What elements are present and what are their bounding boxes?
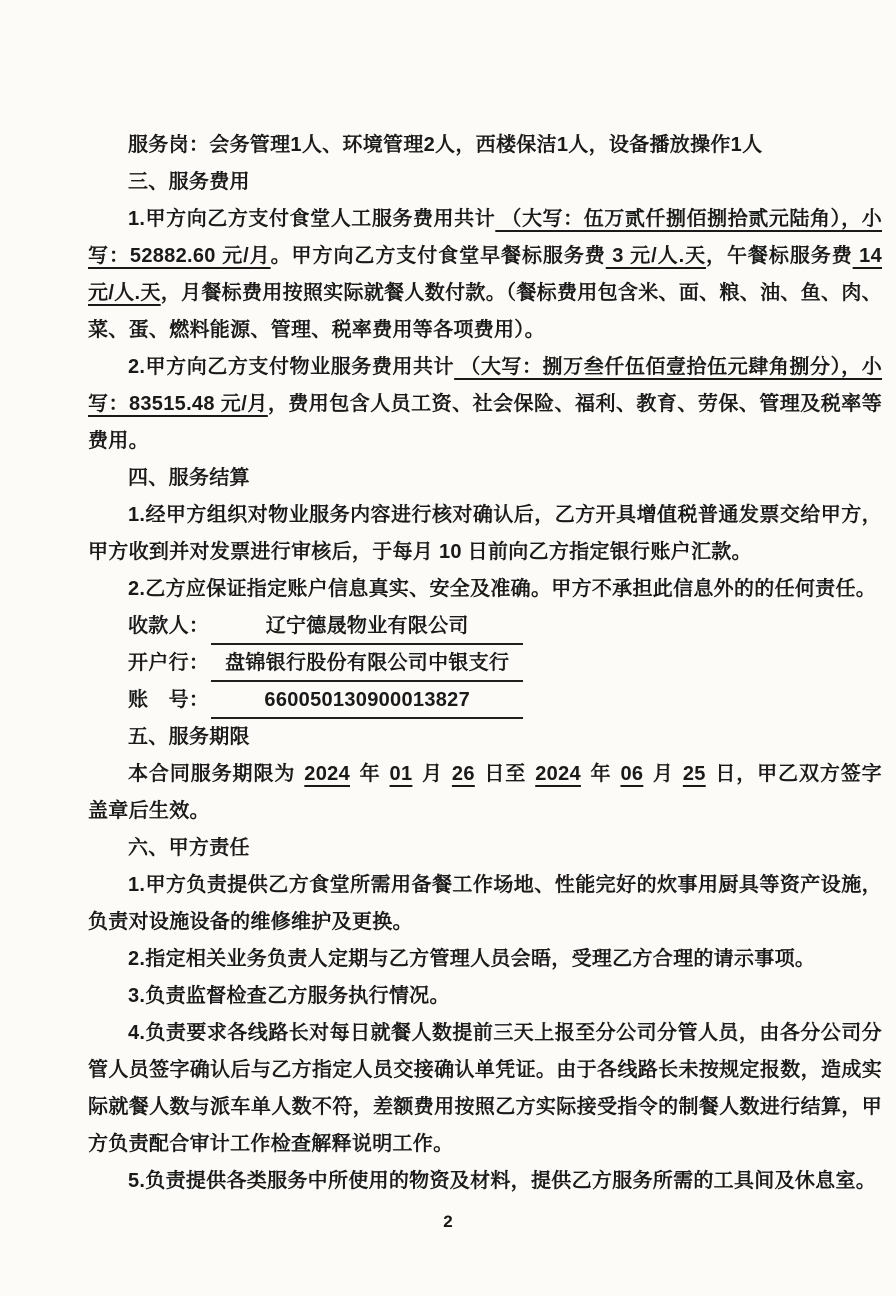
- text-segment: 2.甲方向乙方支付物业服务费用共计: [128, 356, 455, 378]
- amount-canteen-labor-underlined: （大写：伍万贰仟捌佰捌拾贰元陆角），小写：52882.60 元/月: [88, 208, 882, 267]
- account-value: 660050130900013827: [211, 684, 523, 719]
- section4-heading: 四、服务结算: [128, 467, 250, 489]
- end-day-underlined: 25: [682, 763, 706, 785]
- section6-item-2: 2.指定相关业务负责人定期与乙方管理人员会晤，受理乙方合理的请示事项。: [128, 948, 816, 970]
- to-label: 日至: [483, 763, 527, 785]
- end-month-underlined: 06: [620, 763, 644, 785]
- bank-field: [88, 645, 882, 682]
- section6-item-4: 4.负责要求各线路长对每日就餐人数提前三天上报至分公司分管人员，由各分公司分管人员签字确认后与乙方指定人员交接确认单凭证。由于各线路长未按规定报数，造成实际就餐人数与派车单人数不符，差额费用按照乙方实际接受指令的制餐人数进行结算，甲方负责配合审计工作检查解释说明工作。: [88, 1022, 882, 1155]
- contract-term-paragraph: [88, 756, 882, 830]
- bank-value: 盘锦银行股份有限公司中银支行: [211, 647, 523, 682]
- month-label: 月: [652, 763, 674, 785]
- start-month-underlined: 01: [389, 763, 413, 785]
- text-segment: ，费用包含人员工资、社会保险、福利、教育、劳保、管理及税率等费用。: [88, 393, 883, 452]
- payee-label: 收款人：: [128, 615, 210, 637]
- amount-property-underlined: （大写：捌万叁仟伍佰壹拾伍元肆角捌分），小写：83515.48 元/月: [88, 356, 883, 415]
- section6-heading: 六、甲方责任: [128, 837, 250, 859]
- text-segment: ，月餐标费用按照实际就餐人数付款。（餐标费用包含米、面、粮、油、鱼、肉、菜、蛋、燃料能源、管理、税率费用等各项费用）。: [88, 282, 882, 341]
- text-segment: 。甲方向乙方支付食堂早餐标服务费: [270, 245, 606, 267]
- bank-label: 开户行：: [128, 652, 210, 674]
- section3-paragraph-1: [88, 201, 882, 349]
- year-label: 年: [589, 763, 612, 785]
- contract-body: [88, 127, 882, 1200]
- lunch-rate-underlined: 14 元/人.天: [88, 245, 883, 304]
- year-label: 年: [359, 763, 381, 785]
- account-field: [88, 682, 882, 719]
- text-segment: ，午餐标服务费: [706, 245, 853, 267]
- section3-paragraph-2: [88, 349, 882, 460]
- start-day-underlined: 26: [451, 763, 475, 785]
- service-posts-line: 服务岗：会务管理1人、环境管理2人，西楼保洁1人，设备播放操作1人: [128, 134, 763, 156]
- text-segment: 1.甲方向乙方支付食堂人工服务费用共计: [128, 208, 496, 230]
- section6-item-3: 3.负责监督检查乙方服务执行情况。: [128, 985, 450, 1007]
- section4-paragraph-2: 2.乙方应保证指定账户信息真实、安全及准确。甲方不承担此信息外的的任何责任。: [128, 578, 877, 600]
- month-label: 月: [421, 763, 443, 785]
- breakfast-rate-underlined: 3 元/人.天: [605, 245, 707, 267]
- text-segment: 本合同服务期限为: [128, 763, 296, 785]
- start-year-underlined: 2024: [304, 763, 350, 785]
- section5-heading: 五、服务期限: [128, 726, 250, 748]
- page-number: 2: [443, 1212, 453, 1231]
- section3-heading: 三、服务费用: [128, 171, 250, 193]
- text-segment: 日，甲乙双方签字盖章后生效。: [88, 763, 882, 822]
- section4-paragraph-1: 1.经甲方组织对物业服务内容进行核对确认后，乙方开具增值税普通发票交给甲方，甲方收到并对发票进行审核后，于每月 10 日前向乙方指定银行账户汇款。: [88, 504, 882, 563]
- section6-item-5: 5.负责提供各类服务中所使用的物资及材料，提供乙方服务所需的工具间及休息室。: [128, 1170, 877, 1192]
- end-year-underlined: 2024: [535, 763, 581, 785]
- payee-field: [88, 608, 882, 645]
- payee-value: 辽宁德晟物业有限公司: [211, 610, 523, 645]
- section6-item-1: 1.甲方负责提供乙方食堂所需用备餐工作场地、性能完好的炊事用厨具等资产设施，负责对设施设备的维修维护及更换。: [88, 874, 882, 933]
- account-label: 账 号：: [128, 689, 210, 711]
